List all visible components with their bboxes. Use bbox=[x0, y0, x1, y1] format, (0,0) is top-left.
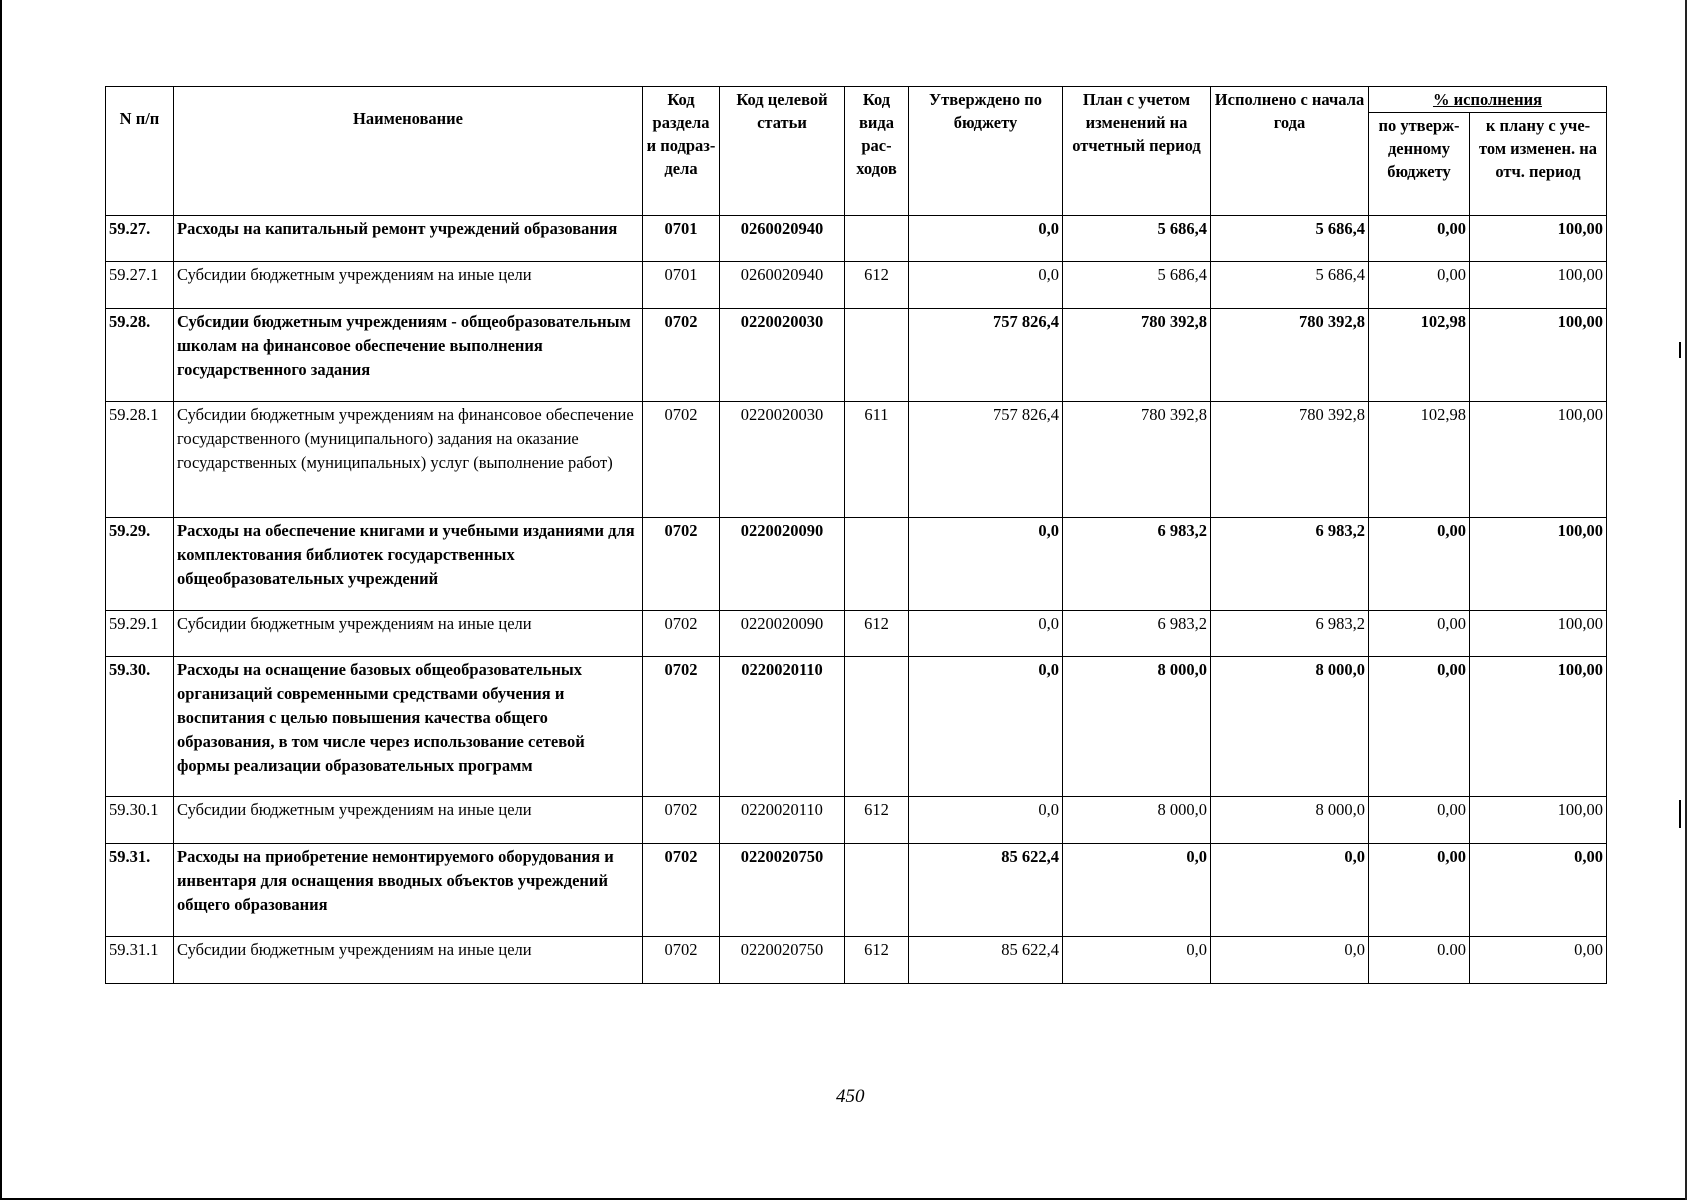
row-target-code: 0260020940 bbox=[720, 216, 845, 262]
header-plan: План с учетом изменений на отчетный период bbox=[1063, 87, 1211, 216]
row-target-code: 0220020030 bbox=[720, 402, 845, 518]
row-name: Субсидии бюджетным учреждениям на иные цели bbox=[174, 937, 643, 984]
row-section-code: 0702 bbox=[643, 797, 720, 844]
page-number: 450 bbox=[836, 1086, 865, 1107]
row-plan: 6 983,2 bbox=[1063, 518, 1211, 611]
row-executed: 8 000,0 bbox=[1211, 797, 1369, 844]
header-name: Наименование bbox=[174, 87, 643, 216]
margin-mark bbox=[1679, 812, 1681, 828]
row-number: 59.27. bbox=[106, 216, 174, 262]
header-pct-budget: по утверж-денному бюджету bbox=[1369, 113, 1470, 216]
table-body bbox=[106, 216, 1607, 984]
budget-execution-table bbox=[105, 86, 1607, 984]
header-pct-group: % исполнения bbox=[1369, 87, 1607, 113]
row-name: Расходы на оснащение базовых общеобразовательных организаций современными средствами обучения и воспитания с целью повышения качества общего образования, в том числе через использование сетевой формы реализации образовательных программ bbox=[174, 657, 643, 797]
row-approved: 0,0 bbox=[909, 611, 1063, 657]
row-number: 59.27.1 bbox=[106, 262, 174, 309]
row-executed: 780 392,8 bbox=[1211, 309, 1369, 402]
row-plan: 780 392,8 bbox=[1063, 402, 1211, 518]
row-pct-budget: 102,98 bbox=[1369, 309, 1470, 402]
row-executed: 5 686,4 bbox=[1211, 216, 1369, 262]
row-plan: 8 000,0 bbox=[1063, 657, 1211, 797]
row-pct-plan: 0,00 bbox=[1470, 937, 1607, 984]
row-expense-code bbox=[845, 844, 909, 937]
row-pct-plan: 100,00 bbox=[1470, 216, 1607, 262]
row-plan: 5 686,4 bbox=[1063, 216, 1211, 262]
row-pct-plan: 100,00 bbox=[1470, 309, 1607, 402]
row-expense-code: 612 bbox=[845, 937, 909, 984]
row-number: 59.29. bbox=[106, 518, 174, 611]
row-expense-code: 612 bbox=[845, 262, 909, 309]
row-section-code: 0702 bbox=[643, 402, 720, 518]
table-row bbox=[106, 611, 1607, 657]
row-approved: 0,0 bbox=[909, 262, 1063, 309]
row-approved: 85 622,4 bbox=[909, 937, 1063, 984]
header-target-code: Код целевой статьи bbox=[720, 87, 845, 216]
row-plan: 6 983,2 bbox=[1063, 611, 1211, 657]
row-approved: 757 826,4 bbox=[909, 309, 1063, 402]
row-pct-plan: 100,00 bbox=[1470, 611, 1607, 657]
row-target-code: 0220020090 bbox=[720, 518, 845, 611]
row-executed: 0,0 bbox=[1211, 937, 1369, 984]
header-row-1 bbox=[106, 87, 1607, 113]
row-expense-code: 611 bbox=[845, 402, 909, 518]
row-pct-plan: 0,00 bbox=[1470, 844, 1607, 937]
row-expense-code bbox=[845, 657, 909, 797]
row-executed: 5 686,4 bbox=[1211, 262, 1369, 309]
row-plan: 780 392,8 bbox=[1063, 309, 1211, 402]
row-number: 59.29.1 bbox=[106, 611, 174, 657]
table-row bbox=[106, 937, 1607, 984]
row-pct-budget: 0,00 bbox=[1369, 262, 1470, 309]
row-expense-code bbox=[845, 216, 909, 262]
row-section-code: 0701 bbox=[643, 262, 720, 309]
header-expense-code: Код вида рас-ходов bbox=[845, 87, 909, 216]
row-plan: 5 686,4 bbox=[1063, 262, 1211, 309]
row-approved: 0,0 bbox=[909, 518, 1063, 611]
row-name: Субсидии бюджетным учреждениям на финансовое обеспечение государственного (муниципального) задания на оказание государственных (муниципальных) услуг (выполнение работ) bbox=[174, 402, 643, 518]
row-plan: 0,0 bbox=[1063, 844, 1211, 937]
row-number: 59.31.1 bbox=[106, 937, 174, 984]
header-approved: Утверждено по бюджету bbox=[909, 87, 1063, 216]
row-approved: 85 622,4 bbox=[909, 844, 1063, 937]
header-section-code: Код раздела и подраз-дела bbox=[643, 87, 720, 216]
table-row bbox=[106, 402, 1607, 518]
header-num: N п/п bbox=[106, 87, 174, 216]
row-pct-budget: 0,00 bbox=[1369, 657, 1470, 797]
row-name: Субсидии бюджетным учреждениям - общеобразовательным школам на финансовое обеспечение выполнения государственного задания bbox=[174, 309, 643, 402]
row-name: Расходы на капитальный ремонт учреждений образования bbox=[174, 216, 643, 262]
row-section-code: 0702 bbox=[643, 611, 720, 657]
table-row bbox=[106, 262, 1607, 309]
row-approved: 0,0 bbox=[909, 797, 1063, 844]
row-target-code: 0220020110 bbox=[720, 797, 845, 844]
row-approved: 0,0 bbox=[909, 657, 1063, 797]
table-row bbox=[106, 797, 1607, 844]
row-target-code: 0220020750 bbox=[720, 844, 845, 937]
table-row bbox=[106, 844, 1607, 937]
row-section-code: 0702 bbox=[643, 844, 720, 937]
row-plan: 8 000,0 bbox=[1063, 797, 1211, 844]
row-name: Субсидии бюджетным учреждениям на иные цели bbox=[174, 611, 643, 657]
row-target-code: 0220020030 bbox=[720, 309, 845, 402]
row-executed: 780 392,8 bbox=[1211, 402, 1369, 518]
table-row bbox=[106, 309, 1607, 402]
row-section-code: 0702 bbox=[643, 937, 720, 984]
row-executed: 8 000,0 bbox=[1211, 657, 1369, 797]
row-plan: 0,0 bbox=[1063, 937, 1211, 984]
header-executed: Исполнено с начала года bbox=[1211, 87, 1369, 216]
row-pct-plan: 100,00 bbox=[1470, 797, 1607, 844]
row-number: 59.28. bbox=[106, 309, 174, 402]
row-pct-budget: 0,00 bbox=[1369, 797, 1470, 844]
row-target-code: 0220020750 bbox=[720, 937, 845, 984]
row-pct-budget: 0.00 bbox=[1369, 937, 1470, 984]
row-expense-code: 612 bbox=[845, 611, 909, 657]
row-target-code: 0220020110 bbox=[720, 657, 845, 797]
table-row bbox=[106, 657, 1607, 797]
row-pct-plan: 100,00 bbox=[1470, 657, 1607, 797]
row-approved: 757 826,4 bbox=[909, 402, 1063, 518]
header-pct-plan: к плану с уче-том изменен. на отч. период bbox=[1470, 113, 1607, 216]
row-section-code: 0701 bbox=[643, 216, 720, 262]
row-section-code: 0702 bbox=[643, 309, 720, 402]
row-expense-code: 612 bbox=[845, 797, 909, 844]
row-name: Расходы на приобретение немонтируемого оборудования и инвентаря для оснащения вводных объектов учреждений общего образования bbox=[174, 844, 643, 937]
row-name: Расходы на обеспечение книгами и учебными изданиями для комплектования библиотек государственных общеобразовательных учреждений bbox=[174, 518, 643, 611]
row-target-code: 0260020940 bbox=[720, 262, 845, 309]
row-approved: 0,0 bbox=[909, 216, 1063, 262]
row-pct-budget: 0,00 bbox=[1369, 518, 1470, 611]
row-name: Субсидии бюджетным учреждениям на иные цели bbox=[174, 797, 643, 844]
row-pct-budget: 102,98 bbox=[1369, 402, 1470, 518]
row-pct-budget: 0,00 bbox=[1369, 844, 1470, 937]
row-expense-code bbox=[845, 518, 909, 611]
row-target-code: 0220020090 bbox=[720, 611, 845, 657]
row-number: 59.30. bbox=[106, 657, 174, 797]
row-executed: 6 983,2 bbox=[1211, 611, 1369, 657]
row-name: Субсидии бюджетным учреждениям на иные цели bbox=[174, 262, 643, 309]
row-section-code: 0702 bbox=[643, 518, 720, 611]
margin-mark bbox=[1679, 342, 1681, 358]
row-section-code: 0702 bbox=[643, 657, 720, 797]
row-pct-budget: 0,00 bbox=[1369, 611, 1470, 657]
row-number: 59.28.1 bbox=[106, 402, 174, 518]
row-pct-plan: 100,00 bbox=[1470, 402, 1607, 518]
row-pct-plan: 100,00 bbox=[1470, 518, 1607, 611]
row-executed: 6 983,2 bbox=[1211, 518, 1369, 611]
row-pct-budget: 0,00 bbox=[1369, 216, 1470, 262]
row-pct-plan: 100,00 bbox=[1470, 262, 1607, 309]
row-executed: 0,0 bbox=[1211, 844, 1369, 937]
table-row bbox=[106, 216, 1607, 262]
table-row bbox=[106, 518, 1607, 611]
row-number: 59.31. bbox=[106, 844, 174, 937]
row-number: 59.30.1 bbox=[106, 797, 174, 844]
row-expense-code bbox=[845, 309, 909, 402]
